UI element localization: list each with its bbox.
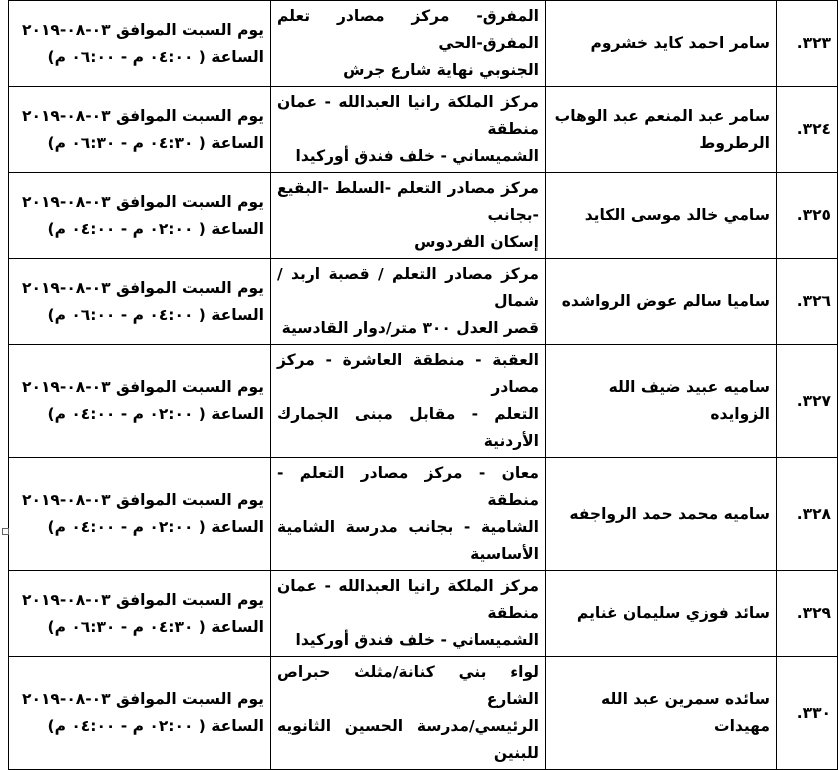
location-line-2: الرئيسي/مدرسة الحسين الثانويه للبنين [277,717,539,762]
name-cell [546,173,777,259]
row-number: ٣٢٦. [796,292,831,310]
person-name: سامي خالد موسى الكايد [584,206,770,224]
exam-time: الساعة ( ٠٢:٠٠ م - ٠٤:٠٠ م) [47,405,264,423]
location-cell [271,1,546,87]
location-line-1: معان - مركز مصادر التعلم - منطقة [277,464,539,509]
location-line-2: الشميساني - خلف فندق أوركيدا [295,631,539,649]
row-number-cell [777,87,838,173]
name-cell [546,458,777,571]
name-cell [546,259,777,345]
exam-day: يوم السبت الموافق ٠٣-٠٨-٢٠١٩ [22,590,264,609]
row-number: ٣٢٧. [796,391,831,410]
datetime-cell [9,458,271,571]
datetime-cell [9,87,271,173]
row-number-cell [777,657,838,770]
row-number: ٣٢٣. [796,34,831,52]
row-number-cell [777,259,838,345]
exam-time: الساعة ( ٠٤:٣٠ م - ٠٦:٣٠ م) [47,617,264,636]
person-name: ساميه عبيد ضيف الله الزوايده [608,378,770,423]
location-line-1: مركز مصادر التعلم / قصبة اربد / شمال [277,265,539,310]
table-row [9,458,838,571]
row-number-cell [777,571,838,657]
table-row [9,571,838,657]
location-line-2: إسكان الفردوس [414,233,539,251]
location-line-2: التعلم - مقابل مبنى الجمارك الأردنية [277,405,539,450]
location-cell [271,345,546,458]
person-name: ساميا سالم عوض الرواشده [561,292,770,310]
row-number-cell [777,345,838,458]
location-line-1: المفرق- مركز مصادر تعلم المفرق-الحي [277,7,539,52]
location-cell [271,571,546,657]
name-cell [546,87,777,173]
location-cell [271,173,546,259]
schedule-table [8,0,838,770]
exam-day: يوم السبت الموافق ٠٣-٠٨-٢٠١٩ [22,690,264,708]
schedule-table-body [9,1,838,770]
row-number: ٣٣٠. [796,703,831,722]
exam-day: يوم السبت الموافق ٠٣-٠٨-٢٠١٩ [22,278,264,297]
row-number: ٣٢٥. [796,206,831,224]
name-cell [546,345,777,458]
table-row [9,87,838,173]
row-number-cell [777,1,838,87]
location-cell [271,657,546,770]
table-row [9,657,838,770]
location-line-1: لواء بني كنانة/مثلث حبراص الشارع [277,663,539,708]
location-line-2: الجنوبي نهاية شارع جرش [343,61,539,79]
datetime-cell [9,657,271,770]
location-line-1: مركز مصادر التعلم -السلط -البقيع -بجانب [277,179,539,224]
datetime-cell [9,173,271,259]
exam-time: الساعة ( ٠٢:٠٠ م - ٠٤:٠٠ م) [47,518,264,536]
person-name: سائده سمرين عبد الله مهيدات [601,690,770,735]
exam-time: الساعة ( ٠٢:٠٠ م - ٠٤:٠٠ م) [47,717,264,735]
datetime-cell [9,345,271,458]
exam-time: الساعة ( ٠٤:٠٠ م - ٠٦:٠٠ م) [47,47,264,66]
exam-day: يوم السبت الموافق ٠٣-٠٨-٢٠١٩ [22,378,264,396]
page-corner-mark [2,528,9,535]
location-line-1: مركز الملكة رانيا العبدالله - عمان منطقة [277,577,539,622]
row-number: ٣٢٤. [796,120,831,138]
row-number: ٣٢٨. [796,504,831,523]
name-cell [546,1,777,87]
datetime-cell [9,1,271,87]
location-cell [271,259,546,345]
datetime-cell [9,571,271,657]
exam-day: يوم السبت الموافق ٠٣-٠٨-٢٠١٩ [22,491,264,509]
row-number-cell [777,458,838,571]
location-line-2: الشامية - بجانب مدرسة الشامية الأساسية [277,518,539,563]
exam-time: الساعة ( ٠٢:٠٠ م - ٠٤:٠٠ م) [47,219,264,238]
location-line-2: قصر العدل ٣٠٠ متر/دوار القادسية [281,319,539,337]
person-name: سائد فوزي سليمان غنايم [576,604,770,622]
row-number: ٣٢٩. [796,604,831,622]
name-cell [546,657,777,770]
person-name: سامر احمد كايد خشروم [590,34,770,52]
exam-day: يوم السبت الموافق ٠٣-٠٨-٢٠١٩ [22,106,264,125]
exam-time: الساعة ( ٠٤:٠٠ م - ٠٦:٠٠ م) [47,305,264,324]
location-line-1: العقبة - منطقة العاشرة - مركز مصادر [277,351,539,396]
exam-day: يوم السبت الموافق ٠٣-٠٨-٢٠١٩ [22,20,264,39]
table-row [9,1,838,87]
person-name: سامر عبد المنعم عبد الوهاب الرطروط [554,106,770,152]
table-row [9,345,838,458]
exam-day: يوم السبت الموافق ٠٣-٠٨-٢٠١٩ [22,192,264,211]
person-name: ساميه محمد حمد الرواجفه [569,504,770,523]
table-row [9,173,838,259]
name-cell [546,571,777,657]
exam-time: الساعة ( ٠٤:٣٠ م - ٠٦:٣٠ م) [47,133,264,152]
location-cell [271,87,546,173]
row-number-cell [777,173,838,259]
location-line-2: الشميساني - خلف فندق أوركيدا [295,147,539,165]
location-line-1: مركز الملكة رانيا العبدالله - عمان منطقة [277,93,539,138]
datetime-cell [9,259,271,345]
location-cell [271,458,546,571]
table-row [9,259,838,345]
